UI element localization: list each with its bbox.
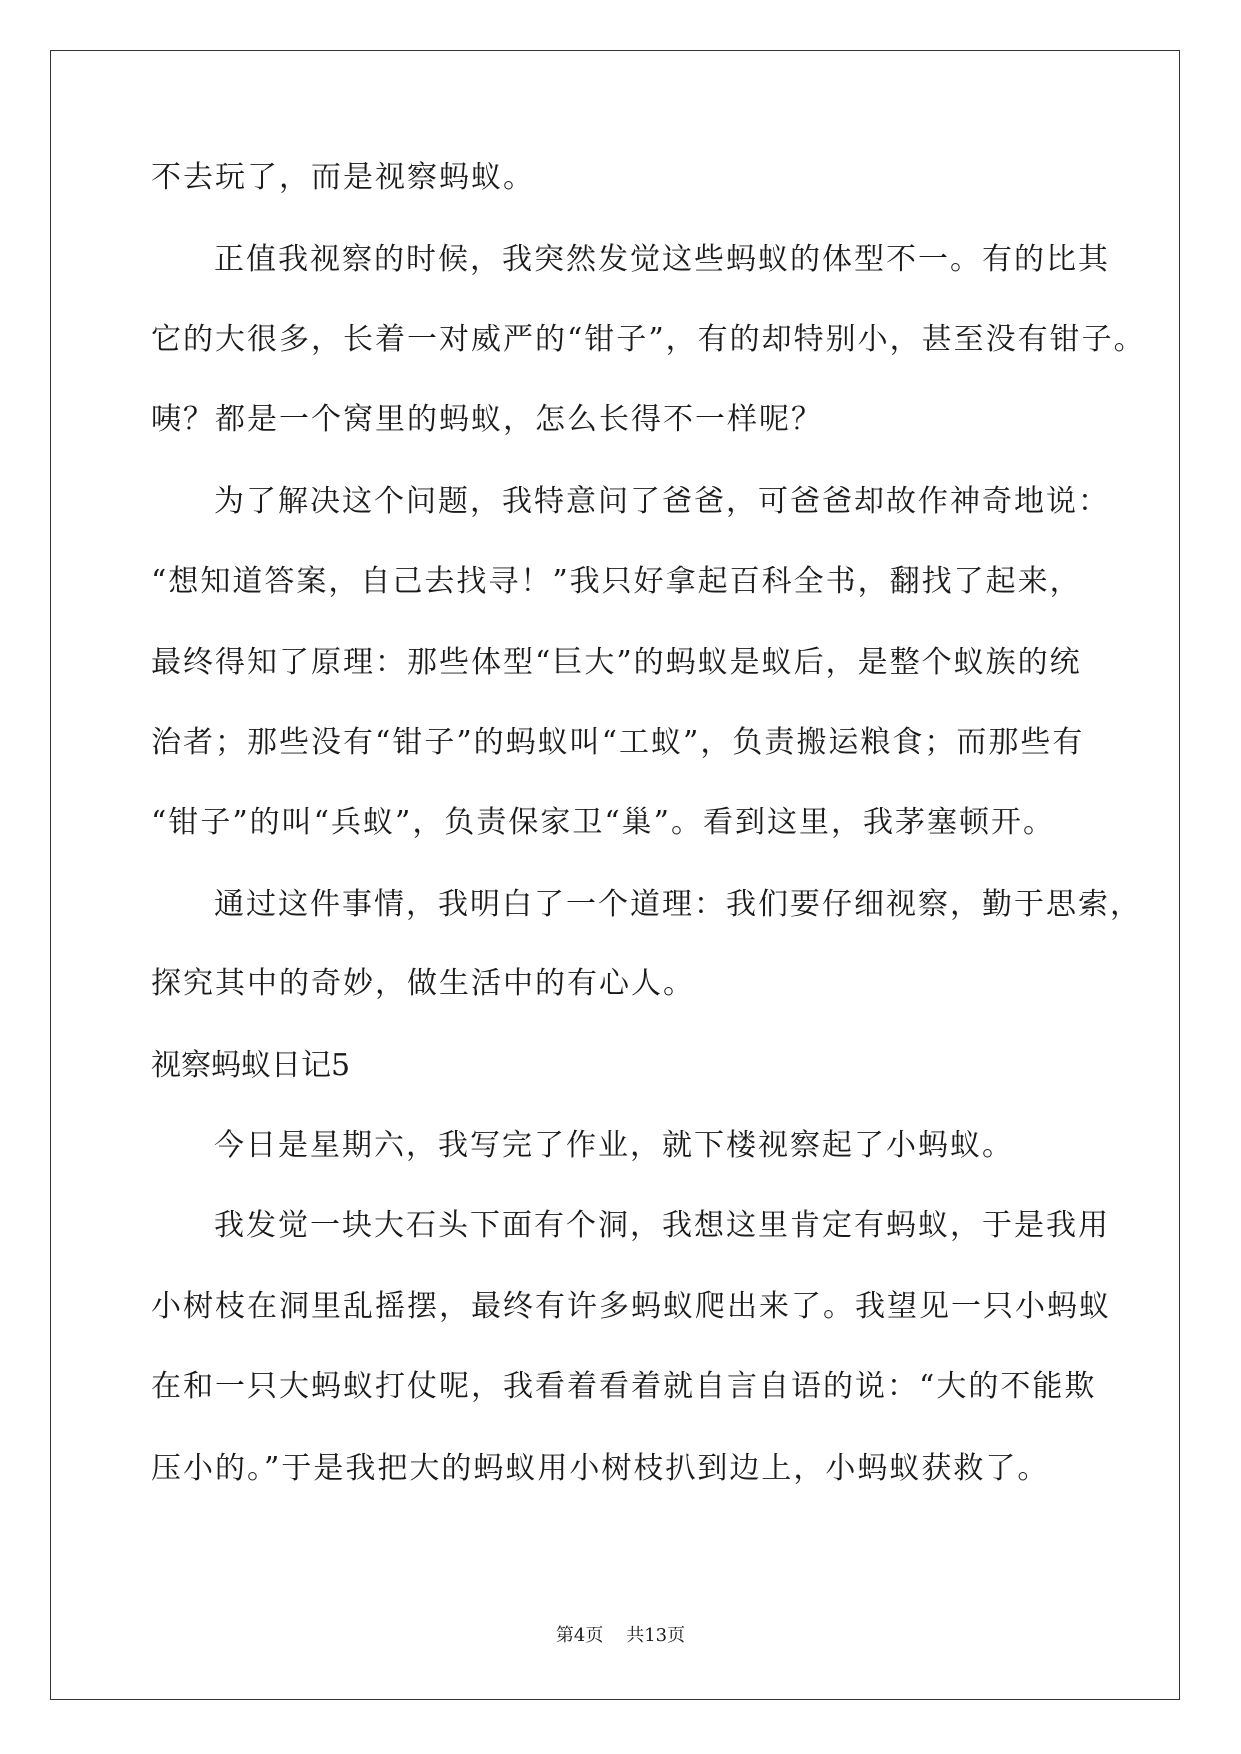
section-heading: 视察蚂蚁日记5 xyxy=(151,1048,351,1083)
text-line: 探究其中的奇妙，做生活中的有心人。 xyxy=(151,966,695,1001)
text-line: 最终得知了原理：那些体型“巨大”的蚂蚁是蚁后，是整个蚁族的统 xyxy=(151,645,1082,680)
text-line: 不去玩了，而是视察蚂蚁。 xyxy=(151,160,535,195)
text-line: 咦？都是一个窝里的蚂蚁，怎么长得不一样呢？ xyxy=(151,402,823,437)
paragraph-first-line: 为了解决这个问题，我特意问了爸爸，可爸爸却故作神奇地说： xyxy=(214,484,1110,519)
page-number-footer: 第4页 共13页 xyxy=(555,1625,686,1646)
text-line: 治者；那些没有“钳子”的蚂蚁叫“工蚁”，负责搬运粮食；而那些有 xyxy=(151,725,1085,760)
paragraph-first-line: 我发觉一块大石头下面有个洞，我想这里肯定有蚂蚁，于是我用 xyxy=(214,1208,1110,1243)
paragraph-first-line: 通过这件事情，我明白了一个道理：我们要仔细视察，勤于思索， xyxy=(214,887,1142,922)
text-line: “想知道答案，自己去找寻！”我只好拿起百科全书，翻找了起来， xyxy=(151,564,1082,599)
text-line: 小树枝在洞里乱摇摆，最终有许多蚂蚁爬出来了。我望见一只小蚂蚁 xyxy=(151,1289,1111,1324)
text-line: “钳子”的叫“兵蚁”，负责保家卫“巢”。看到这里，我茅塞顿开。 xyxy=(151,805,1056,840)
text-line: 在和一只大蚂蚁打仗呢，我看着看着就自言自语的说：“大的不能欺 xyxy=(151,1369,1097,1404)
text-line: 压小的。”于是我把大的蚂蚁用小树枝扒到边上，小蚂蚁获救了。 xyxy=(151,1451,1050,1486)
paragraph-first-line: 今日是星期六，我写完了作业，就下楼视察起了小蚂蚁。 xyxy=(214,1128,1014,1163)
paragraph-first-line: 正值我视察的时候，我突然发觉这些蚂蚁的体型不一。有的比其 xyxy=(214,242,1110,277)
text-line: 它的大很多，长着一对威严的“钳子”，有的却特别小，甚至没有钳子。 xyxy=(151,322,1146,357)
